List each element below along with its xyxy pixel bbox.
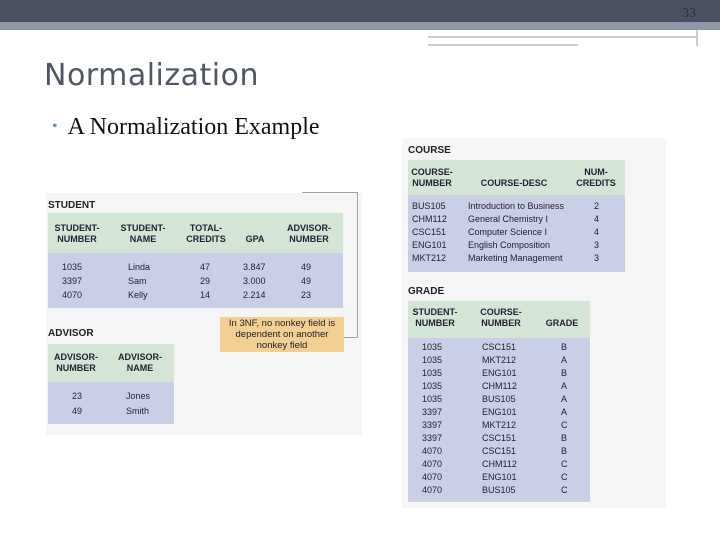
- table-cell: 4: [594, 214, 600, 224]
- table-cell: 1035: [422, 342, 443, 352]
- column-header: COURSE-DESC: [480, 178, 548, 188]
- table-cell: 3397: [62, 276, 83, 286]
- table-cell: 3: [594, 253, 600, 263]
- table-cell: 29: [200, 276, 211, 286]
- table-cell: 3397: [422, 407, 443, 417]
- column-header: STUDENT-NAME: [120, 223, 166, 244]
- bullet-dot-icon: •: [52, 118, 58, 135]
- table-cell: 1035: [422, 368, 443, 378]
- table-cell: B: [561, 446, 568, 456]
- table-cell: 49: [301, 276, 312, 286]
- table-cell: CHM112: [482, 381, 517, 391]
- table-cell: 14: [200, 290, 211, 300]
- table-cell: 1035: [422, 355, 443, 365]
- table-cell: 23: [301, 290, 312, 300]
- column-header: GPA: [245, 234, 265, 244]
- page-number: 33: [682, 6, 696, 21]
- grade-table: [408, 301, 590, 502]
- column-header: COURSE-NUMBER: [411, 167, 453, 188]
- table-cell: Jones: [126, 391, 151, 401]
- table-cell: 1035: [422, 394, 443, 404]
- column-header: ADVISOR-NAME: [117, 352, 162, 373]
- table-cell: CSC151: [482, 433, 517, 443]
- table-cell: CHM112: [412, 214, 447, 224]
- bullet-text: A Normalization Example: [67, 114, 320, 140]
- column-header: STUDENT-NUMBER: [54, 223, 100, 244]
- table-cell: MKT212: [412, 253, 447, 263]
- slide-top-bar: [0, 0, 720, 22]
- table-cell: ENG101: [482, 407, 517, 417]
- column-header: COURSE-NUMBER: [480, 307, 522, 328]
- table-cell: ENG101: [482, 368, 517, 378]
- table-cell: A: [561, 394, 568, 404]
- table-cell: B: [561, 433, 568, 443]
- course-table: [408, 160, 625, 272]
- table-cell: 3.847: [243, 262, 266, 272]
- table-cell: 2: [594, 201, 600, 211]
- table-cell: 4070: [422, 459, 443, 469]
- column-header: STUDENT-NUMBER: [412, 307, 458, 328]
- table-cell: Kelly: [128, 290, 148, 300]
- table-cell: CSC151: [482, 446, 517, 456]
- table-cell: A: [561, 407, 568, 417]
- slide-title: Normalization: [44, 58, 259, 93]
- student-table: [48, 213, 343, 308]
- table-cell: 3: [594, 240, 600, 250]
- table-cell: A: [561, 381, 568, 391]
- table-cell: BUS105: [482, 394, 516, 404]
- decorative-line: [428, 44, 578, 46]
- student-table-body: [48, 253, 343, 308]
- relationship-connector: [344, 337, 358, 338]
- advisor-table-body: [48, 382, 174, 424]
- relationship-connector: [302, 192, 358, 193]
- table-cell: 3397: [422, 433, 443, 443]
- table-cell: ENG101: [412, 240, 447, 250]
- student-table-label: STUDENT: [48, 200, 96, 211]
- table-cell: Marketing Management: [468, 253, 563, 263]
- table-cell: 49: [72, 406, 83, 416]
- decorative-line: [696, 30, 698, 46]
- table-cell: CHM112: [482, 459, 517, 469]
- table-cell: C: [561, 485, 568, 495]
- table-cell: C: [561, 459, 568, 469]
- table-cell: C: [561, 420, 568, 430]
- table-cell: 1035: [62, 262, 83, 272]
- table-cell: 2.214: [243, 290, 266, 300]
- column-header: ADVISOR-NUMBER: [286, 223, 331, 244]
- table-cell: 47: [200, 262, 211, 272]
- table-cell: 4070: [422, 446, 443, 456]
- table-cell: Sam: [128, 276, 147, 286]
- table-cell: C: [561, 472, 568, 482]
- course-table-label: COURSE: [408, 145, 451, 156]
- table-cell: 4070: [422, 485, 443, 495]
- column-header: ADVISOR-NUMBER: [53, 352, 98, 373]
- decorative-line: [428, 36, 696, 38]
- slide-top-stripe: [0, 22, 720, 30]
- column-header: NUM-CREDITS: [576, 167, 616, 188]
- column-header: TOTAL-CREDITS: [186, 223, 226, 244]
- table-cell: 3397: [422, 420, 443, 430]
- relationship-connector: [357, 192, 358, 338]
- table-cell: BUS105: [482, 485, 516, 495]
- table-cell: General Chemistry I: [468, 214, 549, 224]
- table-cell: Computer Science I: [468, 227, 548, 237]
- table-cell: English Composition: [468, 240, 551, 250]
- table-cell: MKT212: [482, 420, 517, 430]
- table-cell: 1035: [422, 381, 443, 391]
- advisor-table-label: ADVISOR: [48, 328, 94, 339]
- table-cell: CSC151: [412, 227, 447, 237]
- advisor-table: [48, 344, 174, 424]
- table-cell: 4070: [422, 472, 443, 482]
- table-cell: ENG101: [482, 472, 517, 482]
- table-cell: CSC151: [482, 342, 517, 352]
- grade-table-label: GRADE: [408, 286, 445, 297]
- table-cell: B: [561, 368, 568, 378]
- table-cell: BUS105: [412, 201, 446, 211]
- table-cell: MKT212: [482, 355, 517, 365]
- table-cell: Linda: [128, 262, 151, 272]
- table-cell: 4: [594, 227, 600, 237]
- table-cell: A: [561, 355, 568, 365]
- table-cell: 49: [301, 262, 312, 272]
- table-cell: B: [561, 342, 568, 352]
- table-cell: 4070: [62, 290, 83, 300]
- table-cell: Introduction to Business: [468, 201, 565, 211]
- 3nf-note: In 3NF, no nonkey field is dependent on another nonkey field: [220, 317, 344, 352]
- table-cell: 3.000: [243, 276, 266, 286]
- column-header: GRADE: [545, 318, 579, 328]
- bullet-item: [52, 114, 320, 141]
- table-cell: 23: [72, 391, 83, 401]
- table-cell: Smith: [126, 406, 150, 416]
